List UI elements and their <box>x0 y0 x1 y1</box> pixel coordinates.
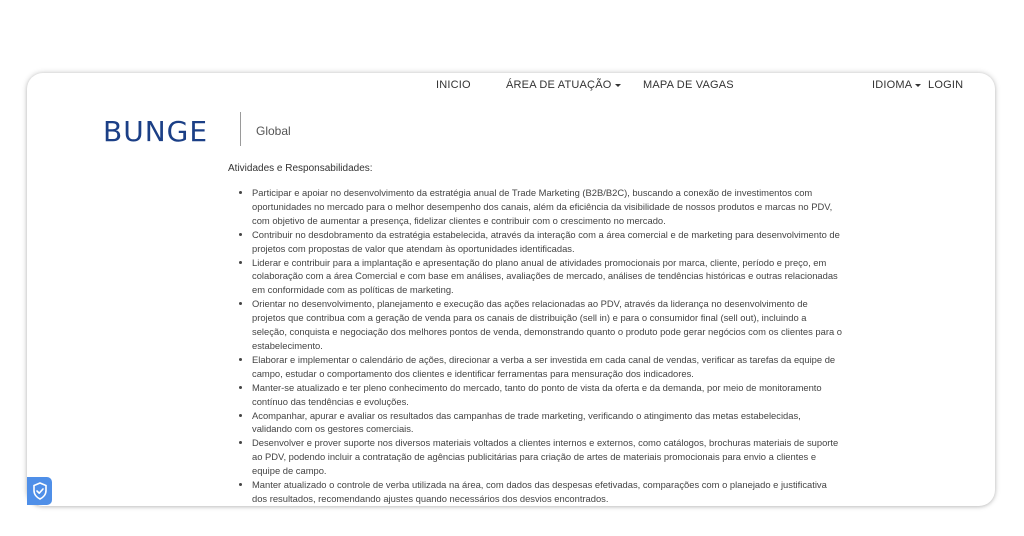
list-item: • Elaborar e implementar o calendário de ações, direcionar a verba a ser investida em cada canal de vendas, verificar as tarefas da equipe de campo, estudar o comportamento dos clientes e identificar ferramentas para mensuração dos indicadores. <box>252 353 842 381</box>
logo-sub: Global <box>256 124 291 138</box>
nav-area-label: ÁREA DE ATUAÇÃO <box>506 79 612 91</box>
nav-area-de-atuacao[interactable] <box>506 79 621 91</box>
list-item: • Liderar e contribuir para a implantação e apresentação do plano anual de atividades promocionais por marca, cliente, período e preço, em colaboração com a área Comercial e com base em análises, avaliações de mercado, análises de tendências históricas e outras relacionadas em conformidade com as políticas de marketing. <box>252 256 842 298</box>
chevron-down-icon <box>615 84 621 87</box>
top-nav <box>27 79 995 99</box>
list-item: • Orientar no desenvolvimento, planejamento e execução das ações relacionadas ao PDV, através da liderança no desenvolvimento de projetos que contribua com a geração de venda para os canais de distribuição (sell in) e para o consumidor final (sell out), incluindo a seleção, conquista e negociação dos melhores pontos de venda, demonstrando quanto o produto pode gerar negócios com os clientes para o estabelecimento. <box>252 297 842 353</box>
responsibilities-list <box>228 186 842 506</box>
list-item: • Desenvolver e prover suporte nos diversos materiais voltados a clientes internos e externos, como catálogos, brochuras materiais de suporte ao PDV, podendo incluir a contratação de agências publicitárias para criação de artes de materiais promocionais para envio a clientes e equipe de campo. <box>252 436 842 478</box>
logo-divider <box>240 112 241 146</box>
nav-mapa-de-vagas[interactable]: MAPA DE VAGAS <box>643 79 734 91</box>
page-card <box>27 73 995 506</box>
logo-brand: BUNGE <box>103 115 209 148</box>
list-item: • Manter-se atualizado e ter pleno conhecimento do mercado, tanto do ponto de vista da oferta e da demanda, por meio de monitoramento contínuo das tendências e evoluções. <box>252 381 842 409</box>
nav-inicio[interactable]: INICIO <box>436 79 471 91</box>
nav-login[interactable]: LOGIN <box>928 79 964 91</box>
list-item: • Contribuir no desdobramento da estratégia estabelecida, através da interação com a área comercial e de marketing para desenvolvimento de projetos com propostas de valor que atendam às oportunidades identificadas. <box>252 228 842 256</box>
list-item: • Manter atualizado o controle de verba utilizada na área, com dados das despesas efetivadas, comparações com o planejado e justificativa dos resultados, recomendando ajustes quando necessários dos desvios encontrados. <box>252 478 842 506</box>
privacy-shield-button[interactable] <box>27 477 52 505</box>
list-item: • Participar e apoiar no desenvolvimento da estratégia anual de Trade Marketing (B2B/B2C), buscando a conexão de investimentos com oportunidades no mercado para o melhor desempenho dos canais, além da eficiência da visibilidade de nossos produtos e marcas no PDV, com objetivo de aumentar a presença, fidelizar clientes e contribuir com o crescimento no mercado. <box>252 186 842 228</box>
shield-check-icon <box>32 482 48 500</box>
section-title: Atividades e Responsabilidades: <box>228 163 373 174</box>
chevron-down-icon <box>915 84 921 87</box>
nav-idioma-label: IDIOMA <box>872 79 913 91</box>
list-item: • Acompanhar, apurar e avaliar os resultados das campanhas de trade marketing, verificando o atingimento das metas estabelecidas, validando com os gestores comerciais. <box>252 409 842 437</box>
nav-idioma[interactable] <box>872 79 921 91</box>
